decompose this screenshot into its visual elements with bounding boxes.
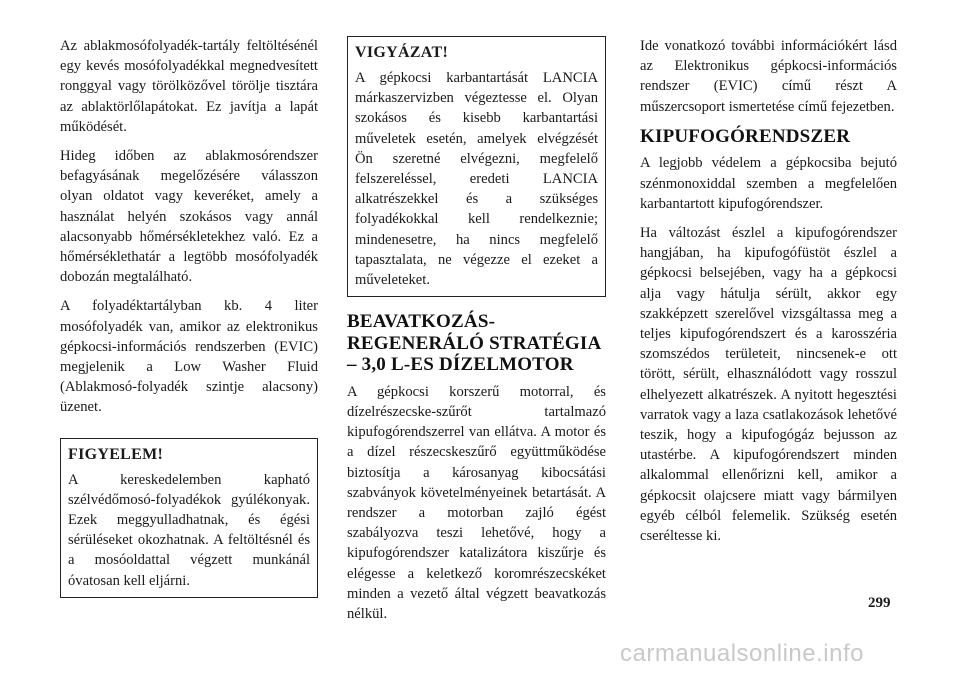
caution-box bbox=[347, 36, 606, 297]
caution-text: A gépkocsi karbantartását LANCIA márkaszervizben végeztesse el. Olyan szokásos és kisebb karbantartási műveletek esetén, amelyek elvégzését Ön szeretné elvégezni, megfelelő felszereléssel, eredeti LANCIA alkatrészekkel és a szükséges folyadékokkal kell rendelkeznie; mindenesetre, ha nincs megfelelő tapasztalata, ne végezze el ezeket a műveleteket. bbox=[355, 70, 598, 289]
caution-title: VIGYÁZAT! bbox=[355, 44, 449, 61]
cold-weather-paragraph: Hideg időben az ablakmosórendszer befagyásának megelőzésére válasszon olyan oldatot vagy keveréket, amely a használat helyén szokásos vagy annál alacsonyabb hőmérsékletekhez való. Ez a hőmérséklethatár a legtöbb mosófolyadék dobozán megtalálható. bbox=[60, 148, 318, 286]
left-column bbox=[60, 36, 318, 598]
page-number: 299 bbox=[868, 595, 891, 611]
regeneration-paragraph: A gépkocsi korszerű motorral, és dízelrészecske-szűrőt tartalmazó kipufogórendszerrel van ellátva. A motor és a dízel részecskeszűrő együttműködése biztosítja a károsanyag kibocsátási szabványok követelményeinek betartását. A rendszer a motorban zajló égést szabályozva teszi lehetővé, hogy a kipufogórendszer katalizátora kiszűrje és elégesse a keletkező koromrészecskéket minden a vezető által végzett beavatkozás nélkül. bbox=[347, 383, 606, 622]
middle-column bbox=[347, 36, 606, 633]
watermark: carmanualsonline.info bbox=[620, 640, 864, 667]
exhaust-heading: KIPUFOGÓRENDSZER bbox=[640, 125, 851, 147]
exhaust-protection-paragraph: A legjobb védelem a gépkocsiba bejutó szénmonoxiddal szemben a megfelelően karbantartott kipufogórendszer. bbox=[640, 155, 897, 212]
warning-text: A kereskedelemben kapható szélvédőmosó-folyadékok gyúlékonyak. Ezek meggyulladhatnak, és égési sérüléseket okozhatnak. A feltöltésnél és a mosóoldattal végzett munkánál óvatosan kell eljárni. bbox=[68, 471, 310, 589]
regeneration-heading: BEAVATKOZÁS-REGENERÁLÓ STRATÉGIA – 3,0 L-ES DÍZELMOTOR bbox=[347, 311, 601, 376]
washer-wiper-paragraph: Az ablakmosófolyadék-tartály feltöltésénél egy kevés mosófolyadékkal megnedvesített ronggyal vagy törölközővel törölje tisztára az ablaktörlőlapátokat. Ez javítja a lapát működését. bbox=[60, 38, 318, 135]
warning-title: FIGYELEM! bbox=[68, 445, 164, 463]
low-fluid-paragraph: A folyadéktartályban kb. 4 liter mosófolyadék van, amikor az elektronikus gépkocsi-információs rendszerben (EVIC) megjelenik a Low Washer Fluid (Ablakmosó-folyadék szintje alacsony) üzenet. bbox=[60, 298, 318, 416]
exhaust-inspection-paragraph: Ha változást észlel a kipufogórendszer hangjában, ha kipufogófüstöt észlel a gépkocsi belsejében, vagy ha a gépkocsi alja vagy hátulja sérült, akkor egy szakképzett szerelővel vizsgáltassa meg a teljes kipufogórendszert és a karosszéria szomszédos területeit, nincsenek-e ott törött, sérült, elhasználódott vagy rosszul elhelyezett alkatrészek. A nyitott hegesztési varratok vagy a laza csatlakozások lehetővé teszik, hogy a kipufogógáz bejusson az utastérbe. A kipufogórendszert minden alkalommal ellenőrizni kell, amikor a gépkocsit olajcsere miatt vagy bármilyen egyéb célból felemelik. Szükség esetén cseréltesse ki. bbox=[640, 224, 897, 544]
right-column bbox=[640, 36, 897, 555]
evic-reference-paragraph: Ide vonatkozó további információkért lásd az Elektronikus gépkocsi-információs rendszer (EVIC) című részt A műszercsoport ismertetése című fejezetben. bbox=[640, 38, 897, 115]
warning-box bbox=[60, 438, 318, 598]
